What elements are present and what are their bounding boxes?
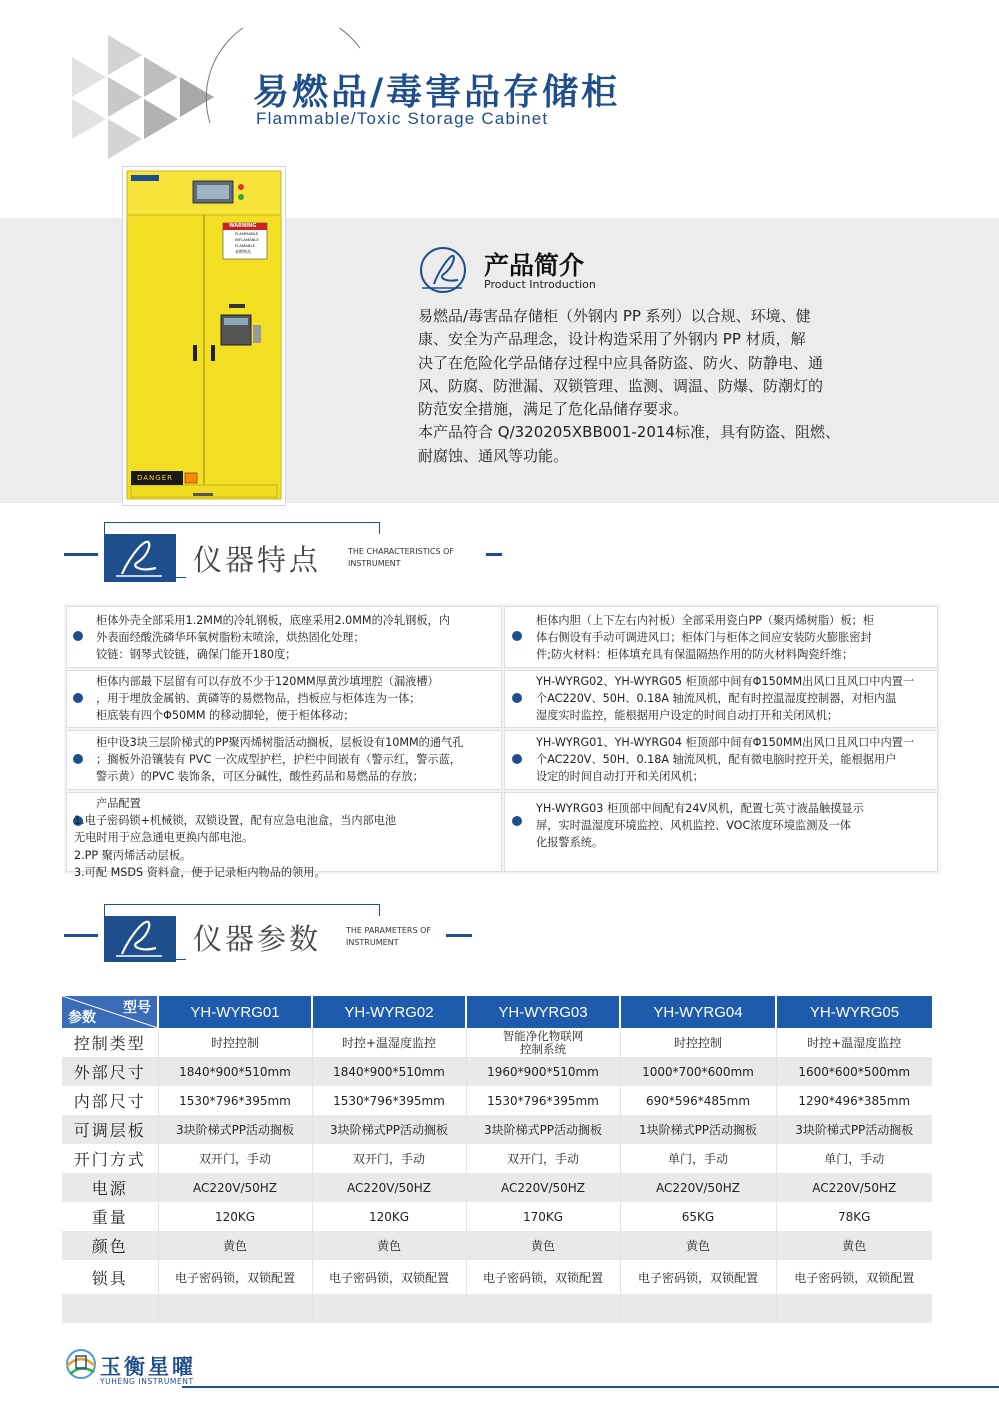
bullet-dot — [512, 631, 522, 641]
table-cell: 120KG — [158, 1202, 312, 1231]
row-label: 颜色 — [62, 1231, 158, 1260]
bullet-dot — [512, 816, 522, 826]
feature-text: YH-WYRG02、YH-WYRG05 柜顶部中间有Φ150MM出风口且风口中内置一 个AC220V、50H、0.18A 轴流风机，配有时控温湿度控制器，对柜内温 湿度实时监控，能根据用户设定的时间自动打开和关闭风机； — [536, 675, 915, 723]
table-cell: 单门，手动 — [620, 1144, 776, 1173]
table-cell: AC220V/50HZ — [776, 1173, 932, 1202]
row-label: 开门方式 — [62, 1144, 158, 1173]
table-cell: 690*596*485mm — [620, 1086, 776, 1115]
company-logo-name-en: YUHENG INSTRUMENT — [100, 1377, 194, 1386]
table-cell: 电子密码锁，双锁配置 — [158, 1260, 312, 1294]
table-cell: 1530*796*395mm — [312, 1086, 466, 1115]
characteristics-heading-en-1: THE CHARACTERISTICS OF — [348, 547, 455, 556]
table-cell: 电子密码锁，双锁配置 — [312, 1260, 466, 1294]
feature-text: 柜体外壳全部采用1.2MM的冷轧钢板，底座采用2.0MM的冷轧钢板，内 外表面经酸洗磷华环氧树脂粉末喷涂，烘热固化处理； 铰链：钢琴式铰链，确保门能开180度； — [96, 614, 450, 662]
table-cell: 1290*496*385mm — [776, 1086, 932, 1115]
parameters-heading-icon — [104, 916, 176, 962]
parameters-heading: 仪器参数 — [193, 922, 322, 956]
table-cell: 120KG — [312, 1202, 466, 1231]
section-dash-left — [64, 553, 98, 556]
table-cell: 3块阶梯式PP活动搁板 — [158, 1115, 312, 1144]
row-label: 电源 — [62, 1173, 158, 1202]
table-cell: 1840*900*510mm — [312, 1057, 466, 1086]
table-row — [62, 1173, 932, 1202]
section-dash-left — [64, 934, 98, 937]
table-cell: 3块阶梯式PP活动搁板 — [312, 1115, 466, 1144]
cabinet-warning-line: 易燃物品 — [235, 249, 251, 254]
row-label: 可调层板 — [62, 1115, 158, 1144]
table-row — [62, 1115, 932, 1144]
characteristics-heading: 仪器特点 — [193, 543, 322, 577]
table-cell: 1530*796*395mm — [158, 1086, 312, 1115]
model-header: YH-WYRG03 — [466, 996, 620, 1028]
row-label: 内部尺寸 — [62, 1086, 158, 1115]
intro-line: 本产品符合 Q/320205XBB001-2014标准，具有防盗、阻燃、 — [418, 423, 840, 442]
table-row — [62, 1028, 932, 1057]
feature-text: 产品配置 1.电子密码锁+机械锁，双锁设置，配有应急电池盒，当内部电池 无电时用于应急通电更换内部电池。 2.PP 聚丙烯活动层板。 3.可配 MSDS 资料盒，便于记录柜内物品的领用。 — [74, 797, 397, 879]
bullet-dot — [512, 693, 522, 703]
table-cell: 黄色 — [312, 1231, 466, 1260]
characteristics-heading-icon — [104, 534, 176, 582]
table-corner-param: 参数 — [68, 1010, 96, 1026]
cabinet-photo — [122, 166, 286, 506]
feature-text: YH-WYRG03 柜顶部中间配有24V风机，配置七英寸液晶触摸显示 屏，实时温湿度环境监控、风机监控、VOC浓度环境监测及一体 化报警系统。 — [536, 802, 864, 850]
table-cell: AC220V/50HZ — [312, 1173, 466, 1202]
intro-heading: 产品简介 — [484, 251, 585, 280]
table-cell: 3块阶梯式PP活动搁板 — [776, 1115, 932, 1144]
table-header-row — [62, 996, 932, 1028]
feature-text: 柜体内胆（上下左右内衬板）全部采用瓷白PP（聚丙烯树脂）板；柜 体右侧设有手动可调进风口；柜体门与柜体之间应安装防火膨胀密封 件;防火材料：柜体填充具有保温隔热作用的防火材料陶瓷纤维； — [536, 614, 874, 662]
parameters-heading-en-1: THE PARAMETERS OF — [346, 926, 431, 935]
feature-text: YH-WYRG01、YH-WYRG04 柜顶部中间有Φ150MM出风口且风口中内置一 个AC220V、50H、0.18A 轴流风机，配有微电脑时控开关，能根据用户 设定的时间自动打开和关闭风机； — [536, 736, 915, 784]
feature-text: 柜体内部最下层留有可以存放不少于120MM厚黄沙填埋腔（漏液槽） ，用于埋放金属钠、黄磷等的易燃物品，挡板应与柜体连为一体； 柜底装有四个Φ50MM 的移动脚轮，便于柜体移动； — [96, 675, 439, 723]
model-header: YH-WYRG01 — [158, 996, 312, 1028]
table-cell: 1960*900*510mm — [466, 1057, 620, 1086]
table-row — [62, 1260, 932, 1294]
footer-rule — [182, 1386, 999, 1388]
parameters-table — [62, 996, 932, 1323]
page-subtitle: Flammable/Toxic Storage Cabinet — [256, 109, 549, 128]
characteristics-heading-en-2: INSTRUMENT — [348, 559, 401, 568]
table-cell: 单门，手动 — [776, 1144, 932, 1173]
table-cell: 电子密码锁，双锁配置 — [620, 1260, 776, 1294]
table-row — [62, 1144, 932, 1173]
parameters-heading-en-2: INSTRUMENT — [346, 938, 399, 947]
table-cell: 170KG — [466, 1202, 620, 1231]
table-cell: 78KG — [776, 1202, 932, 1231]
table-cell: 黄色 — [158, 1231, 312, 1260]
table-cell: 1000*700*600mm — [620, 1057, 776, 1086]
table-corner-model: 型号 — [123, 1000, 151, 1016]
table-cell: AC220V/50HZ — [466, 1173, 620, 1202]
model-header: YH-WYRG05 — [776, 996, 932, 1028]
intro-line: 决了在危险化学品储存过程中应具备防盗、防火、防静电、通 — [418, 353, 824, 372]
table-cell: AC220V/50HZ — [620, 1173, 776, 1202]
table-cell: 时控控制 — [620, 1028, 776, 1057]
intro-heading-en: Product Introduction — [484, 278, 596, 291]
bullet-dot — [73, 631, 83, 641]
table-row — [62, 1086, 932, 1115]
table-cell: 双开门，手动 — [312, 1144, 466, 1173]
intro-line: 风、防腐、防泄漏、双锁管理、监测、调温、防爆、防潮灯的 — [418, 376, 824, 395]
table-cell: 黄色 — [466, 1231, 620, 1260]
intro-logo-icon — [416, 244, 476, 296]
table-cell: 时控控制 — [158, 1028, 312, 1057]
table-cell: 时控+温湿度监控 — [312, 1028, 466, 1057]
table-cell: 黄色 — [620, 1231, 776, 1260]
cabinet-warning-line: FLAMMABLE — [235, 231, 259, 236]
intro-line: 康、安全为产品理念，设计构造采用了外钢内 PP 材质，解 — [418, 330, 806, 349]
bullet-dot — [73, 754, 83, 764]
table-cell: 1530*796*395mm — [466, 1086, 620, 1115]
intro-paragraph — [418, 305, 938, 468]
row-label: 控制类型 — [62, 1028, 158, 1057]
model-header: YH-WYRG02 — [312, 996, 466, 1028]
section-dash-right — [446, 934, 472, 937]
page-title: 易燃品/毒害品存储柜 — [253, 71, 621, 113]
table-row — [62, 1231, 932, 1260]
row-label: 锁具 — [62, 1260, 158, 1294]
table-cell: 1600*600*500mm — [776, 1057, 932, 1086]
table-row — [62, 1202, 932, 1231]
table-cell: 电子密码锁，双锁配置 — [776, 1260, 932, 1294]
table-cell: 65KG — [620, 1202, 776, 1231]
company-logo-name: 玉衡星曜 — [100, 1354, 196, 1379]
model-header: YH-WYRG04 — [620, 996, 776, 1028]
table-cell: 3块阶梯式PP活动搁板 — [466, 1115, 620, 1144]
feature-text: 柜中设3块三层阶梯式的PP聚丙烯树脂活动搁板，层板设有10MM的通气孔 ；搁板外沿镶装有 PVC 一次成型护栏，护栏中间嵌有（警示红，警示蓝， 警示黄）的PVC 装饰条，可区分碱性，酸性药品和易燃品的存放； — [96, 736, 464, 784]
table-cell: 双开门，手动 — [158, 1144, 312, 1173]
table-cell: 双开门，手动 — [466, 1144, 620, 1173]
company-logo-icon — [64, 1346, 98, 1384]
table-row — [62, 1294, 932, 1323]
cabinet-warning-line: FLAMABLE — [235, 243, 255, 248]
table-cell: 1840*900*510mm — [158, 1057, 312, 1086]
cabinet-danger-label: DANGER — [137, 474, 174, 482]
table-cell: 黄色 — [776, 1231, 932, 1260]
cabinet-warning-label: WARNING — [229, 223, 257, 229]
row-label: 重量 — [62, 1202, 158, 1231]
bullet-dot — [73, 693, 83, 703]
table-cell: 1块阶梯式PP活动搁板 — [620, 1115, 776, 1144]
row-label: 外部尺寸 — [62, 1057, 158, 1086]
intro-line: 易燃品/毒害品存储柜（外钢内 PP 系列）以合规、环境、健 — [418, 307, 811, 325]
table-cell: 电子密码锁，双锁配置 — [466, 1260, 620, 1294]
table-cell: AC220V/50HZ — [158, 1173, 312, 1202]
cabinet-warning-line: INFLAMABLE — [235, 237, 259, 242]
table-row — [62, 1057, 932, 1086]
table-corner-cell — [62, 996, 158, 1028]
table-cell: 智能净化物联网 控制系统 — [466, 1028, 620, 1057]
table-cell: 时控+温湿度监控 — [776, 1028, 932, 1057]
intro-line: 防范安全措施，满足了危化品储存要求。 — [418, 400, 689, 419]
intro-line: 耐腐蚀、通风等功能。 — [418, 446, 569, 465]
bullet-dot — [512, 754, 522, 764]
